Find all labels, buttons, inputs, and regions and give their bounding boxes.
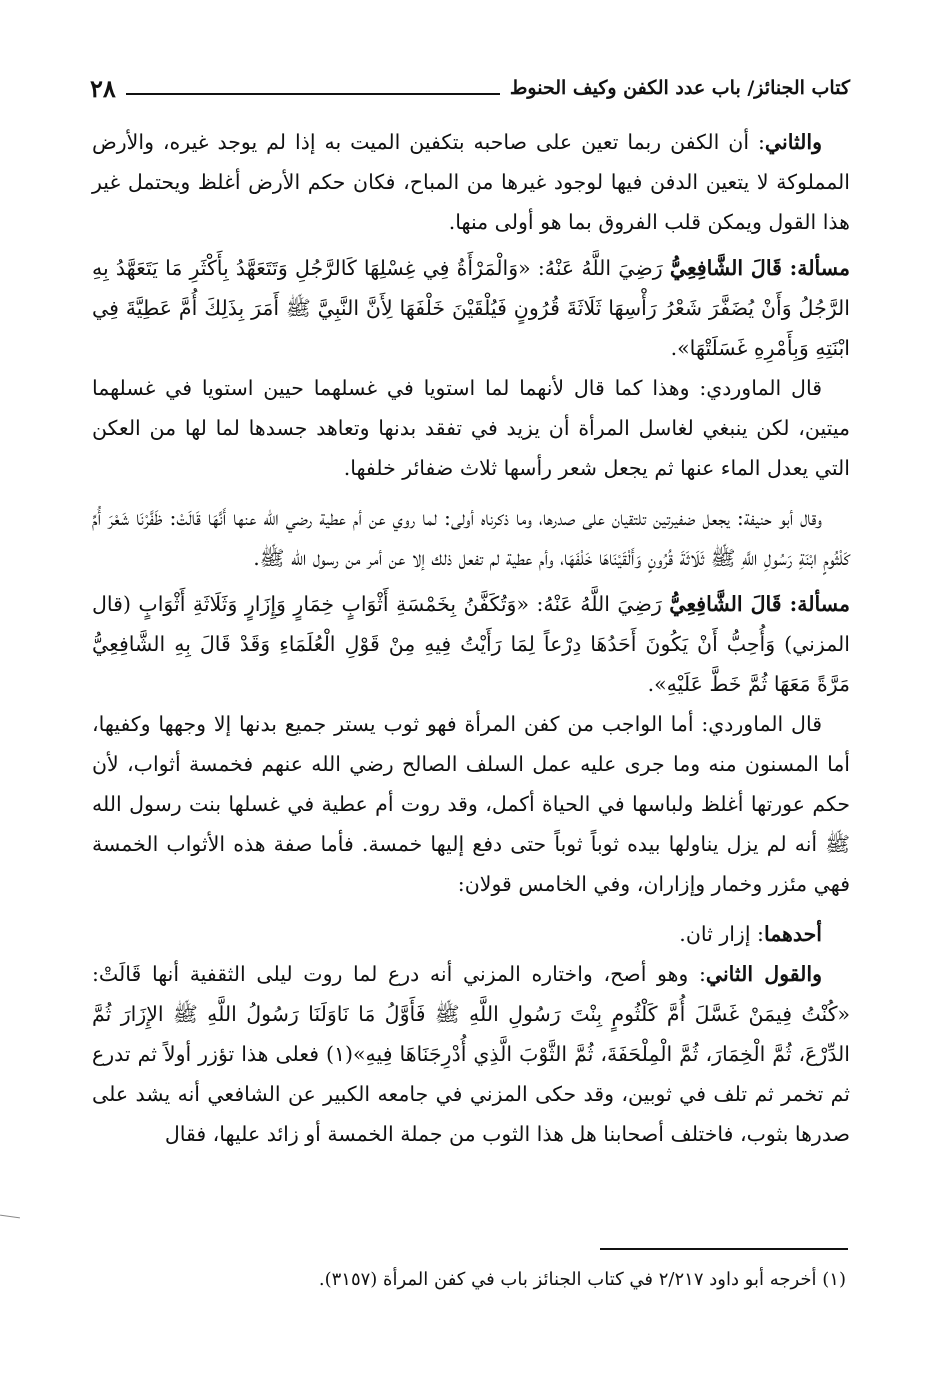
page-number: ٢٨ <box>90 73 116 103</box>
paragraph-first-opinion <box>92 914 850 954</box>
paragraph-text: : وهو أصح، واختاره المزني أنه درع لما روت ليلى الثقفية أنها قَالَتْ: «كُنْتُ فِيمَنْ غَسَّلَ أُمَّ كَلْثُومٍ بِنْتَ رَسُولِ اللَّهِ ﷺ فَأَوَّلُ مَا نَاوَلَنَا رَسُولُ اللَّهِ ﷺ الإِزَارَ ثُمَّ الدِّرْعَ، ثُمَّ الْخِمَارَ، ثُمَّ الْمِلْحَفَةَ، ثُمَّ الثَّوْبَ الَّذِي أُدْرِجَنَاهَا فِيهِ»(١) فعلى هذا تؤزر أولاً ثم تدرع ثم تخمر ثم تلف في ثوبين، وقد حكى المزني في جامعه الكبير عن الشافعي أنه يشد على صدرها بثوب، فاختلف أصحابنا هل هذا الثوب من جملة الخمسة أو زائد عليها، فقال <box>92 962 851 1146</box>
paragraph-lead: والقول الثاني <box>705 962 822 986</box>
paragraph-text: قال الماوردي: أما الواجب من كفن المرأة فهو ثوب يستر جميع بدنها إلا وجهها وكفيها، أما المسنون منه وما جرى عليه عمل السلف الصالح رضي الله عنهم فخمسة أثواب، لأن حكم عورتها أغلظ ولباسها في الحياة أكمل، وقد روت أم عطية في غسلها بنت رسول الله ﷺ أنه لم يزل يناولها بيده ثوباً ثوباً حتى دفع إليها خمسة. فأما صفة هذه الأثواب الخمسة فهي مئزر وخمار وإزاران، وفي الخامس قولان: <box>92 712 850 896</box>
footnote-rule <box>600 1248 848 1250</box>
paragraph-masala-washing <box>92 248 850 368</box>
header-rule <box>126 93 500 95</box>
paragraph-text: وقال أبو حنيفة: يجعل ضفيرتين تلتقيان على صدرها، وما ذكرناه أولى: لما روي عن أم عطية رضي الله عنها أَنَّهَا قَالَتْ: ظَفَّرْنَا شَعْرَ أُمِّ كَلْثُومٍ ابْنَةِ رَسُولِ اللَّهِ ﷺ ثَلَاثَةَ قُرُونٍ وَأَلْقَيْنَاهَا خَلْفَهَا، وأم عطية لم تفعل ذلك إلا عن أمر من رسول الله ﷺ. <box>92 506 850 570</box>
paragraph-text: رَضِيَ اللَّهُ عَنْهُ: «وَتُكَفَّنُ بِخَمْسَةِ أَثْوَابٍ خِمَارٍ وَإِزَارٍ وَثَلَاثَةِ أَثْوَابٍ (قال المزني) وَأُحِبُّ أَنْ يَكُونَ أَحَدُهَا دِرْعاً لِمَا رَأَيْتُ فِيهِ مِنْ قَوْلِ الْعُلَمَاءِ وَقَدْ قَالَ بِهِ الشَّافِعِيُّ مَرَّةً مَعَهَا ثُمَّ خَطَّ عَلَيْهِ». <box>92 592 850 696</box>
paragraph-text: رَضِيَ اللَّهُ عَنْهُ: «وَالْمَرْأَةُ فِي غِسْلِهَا كَالرَّجُلِ وَتَتَعَهَّدُ بِأَكْثَرِ مَا يَتَعَهَّدُ بِهِ الرَّجُلُ وَأَنْ يُضَفَّرَ شَعْرُ رَأْسِهَا ثَلَاثَةَ قُرُونٍ فَيُلْقَيْنَ خَلْفَهَا لِأَنَّ النَّبِيَّ ﷺ أَمَرَ بِذَلِكَ أُمَّ عَطِيَّةَ فِي ابْنَتِهِ وَبِأَمْرِهِ غَسَلَتْهَا». <box>92 256 850 360</box>
paragraph-lead: مسألة: قَالَ الشَّافِعِيُّ <box>669 256 850 280</box>
paragraph-second-opinion-2 <box>92 954 850 1154</box>
scan-mark <box>0 1215 20 1219</box>
paragraph-lead: أحدهما <box>763 922 822 946</box>
paragraph-mawardi-1 <box>92 368 850 488</box>
paragraph-text: : إزار ثان. <box>679 922 764 946</box>
paragraph-mawardi-2 <box>92 704 850 904</box>
paragraph-second-opinion <box>92 122 850 242</box>
page-header <box>90 70 850 106</box>
paragraph-text: : أن الكفن ربما تعين على صاحبه بتكفين الميت به إذا لم يوجد غيره، والأرض المملوكة لا يتعين الدفن فيها لوجود غيرها من المباح، فكان حكم الأرض أغلظ ويحتمل غير هذا القول ويمكن قلب الفروق بما هو أولى منها. <box>92 130 850 234</box>
footnote: (١) أخرجه أبو داود ٢/٢١٧ في كتاب الجنائز باب في كفن المرأة (٣١٥٧). <box>318 1269 846 1290</box>
page-body <box>92 122 850 1154</box>
paragraph-abu-hanifa <box>92 498 850 578</box>
running-title: كتاب الجنائز/ باب عدد الكفن وكيف الحنوط <box>509 77 850 99</box>
paragraph-masala-shroud <box>92 584 850 704</box>
paragraph-lead: مسألة: قَالَ الشَّافِعِيُّ <box>669 592 850 616</box>
paragraph-text: قال الماوردي: وهذا كما قال لأنهما لما استويا في غسلهما حيين استويا في غسلهما ميتين، لكن ينبغي لغاسل المرأة أن يزيد في تفقد بدنها وتعاهد جسدها لما لها من العكن التي يعدل الماء عنها ثم يجعل شعر رأسها ثلاث ضفائر خلفها. <box>92 376 850 480</box>
paragraph-lead: والثاني <box>764 130 822 154</box>
